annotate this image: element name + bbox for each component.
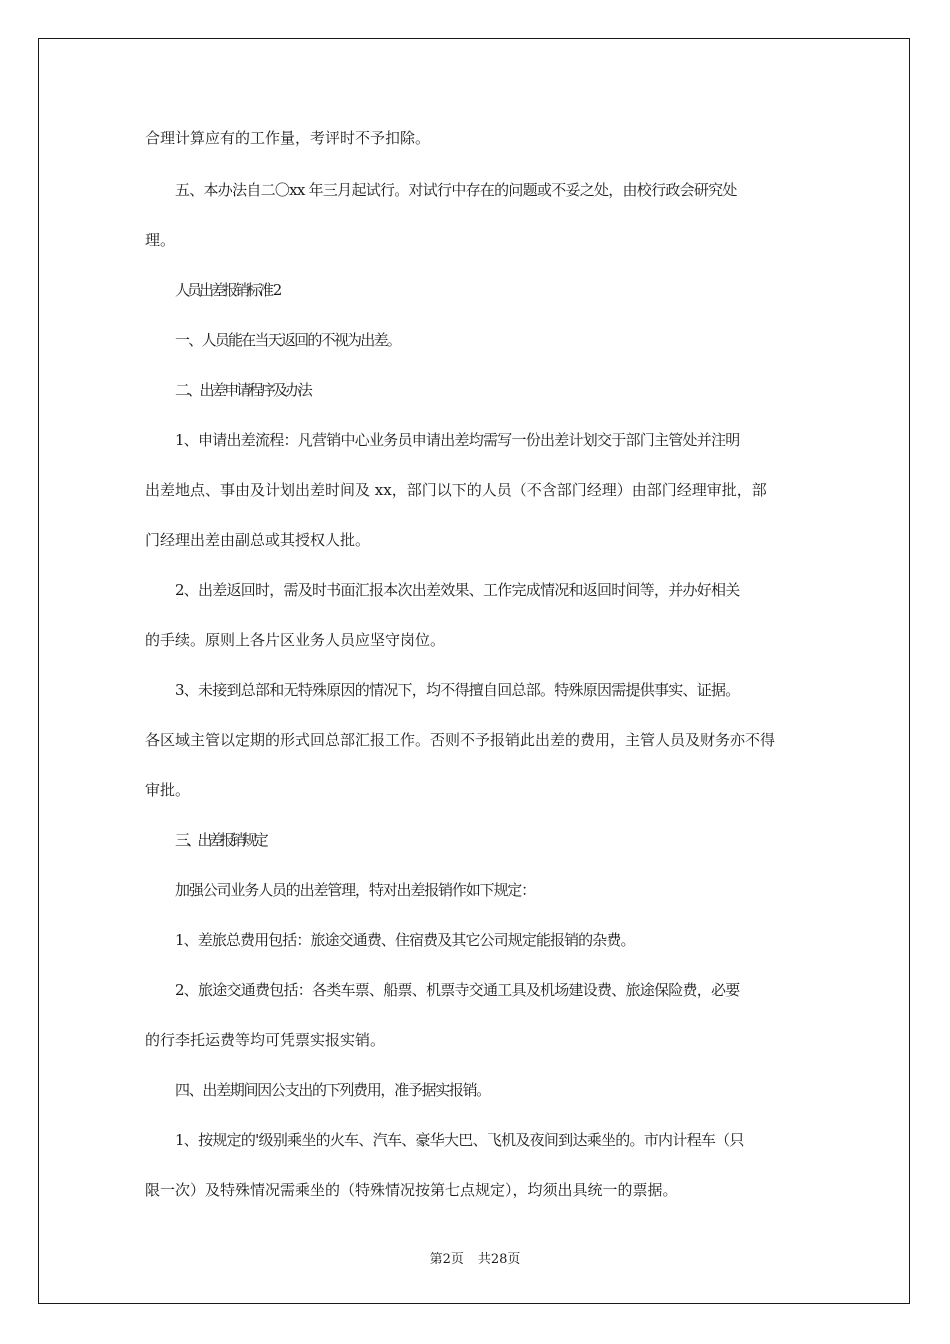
paragraph-line: 2、旅途交通费包括：各类车票、船票、机票寺交通工具及机场建设费、旅途保险费，必要 bbox=[175, 981, 740, 999]
paragraph-line: 3、未接到总部和无特殊原因的情况下，均不得擅自回总部。特殊原因需提供事实、证据。 bbox=[175, 681, 740, 699]
section-heading: 二、出差申请程序及办法 bbox=[175, 381, 311, 399]
paragraph-line: 的手续。原则上各片区业务人员应坚守岗位。 bbox=[145, 631, 446, 649]
paragraph-line: 审批。 bbox=[145, 781, 191, 799]
page-number: 第2页 bbox=[429, 1252, 464, 1267]
paragraph-line: 1、申请出差流程：凡营销中心业务员申请出差均需写一份出差计划交于部门主管处并注明 bbox=[175, 431, 740, 449]
page-frame bbox=[38, 38, 910, 1304]
paragraph-line: 加强公司业务人员的出差管理，特对出差报销作如下规定： bbox=[175, 881, 536, 899]
paragraph-line: 一、人员能在当天返回的不视为出差。 bbox=[175, 331, 401, 349]
paragraph-line: 理。 bbox=[145, 231, 176, 249]
section-heading: 人员出差报销标准 2 bbox=[175, 281, 280, 299]
page-total: 共28页 bbox=[477, 1252, 521, 1267]
section-heading: 四、出差期间因公支出的下列费用，准予据实报销。 bbox=[175, 1081, 491, 1099]
paragraph-line: 限一次）及特殊情况需乘坐的（特殊情况按第七点规定），均须出具统一的票据。 bbox=[145, 1181, 678, 1199]
paragraph-line: 2、出差返回时，需及时书面汇报本次出差效果、工作完成情况和返回时间等，并办好相关 bbox=[175, 581, 740, 599]
paragraph-line: 各区域主管以定期的形式回总部汇报工作。否则不予报销此出差的费用，主管人员及财务亦不得 bbox=[145, 731, 776, 749]
paragraph-line: 五、本办法自二〇xx 年三月起试行。对试行中存在的问题或不妥之处，由校行政会研究处 bbox=[175, 181, 737, 199]
paragraph-line: 的行李托运费等均可凭票实报实销。 bbox=[145, 1031, 386, 1049]
section-heading: 三、出差报销规定 bbox=[175, 831, 266, 849]
paragraph-line: 1、差旅总费用包括：旅途交通费、住宿费及其它公司规定能报销的杂费。 bbox=[175, 931, 635, 949]
paragraph-line: 合理计算应有的工作量，考评时不予扣除。 bbox=[145, 129, 431, 147]
paragraph-line: 出差地点、事由及计划出差时间及 xx，部门以下的人员（不含部门经理）由部门经理审批，部 bbox=[145, 481, 767, 499]
page-footer bbox=[0, 1248, 950, 1267]
paragraph-line: 门经理出差由副总或其授权人批。 bbox=[145, 531, 371, 549]
paragraph-line: 1、按规定的'级别乘坐的火车、汽车、豪华大巴、飞机及夜间到达乘坐的。市内计程车（只 bbox=[175, 1131, 744, 1149]
